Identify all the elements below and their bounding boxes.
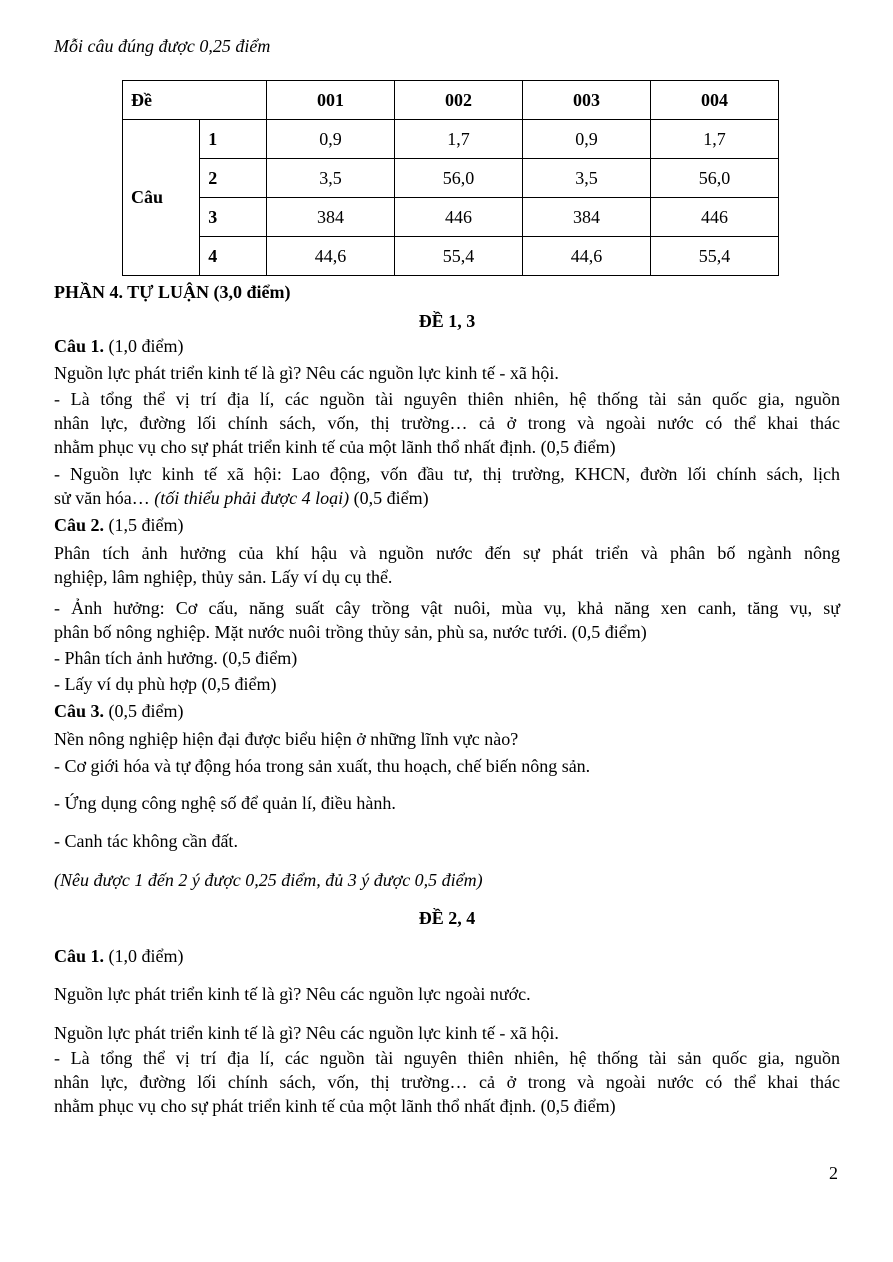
table-row bbox=[123, 198, 779, 237]
question-points: (1,5 điểm) bbox=[104, 515, 184, 535]
question-text: Nguồn lực phát triển kinh tế là gì? Nêu các nguồn lực kinh tế - xã hội. bbox=[54, 1023, 559, 1043]
question-number: 4 bbox=[200, 237, 267, 276]
question-label: Câu 2. bbox=[54, 515, 105, 535]
answer-line: - Lấy ví dụ phù hợp (0,5 điểm) bbox=[54, 674, 277, 694]
answer-note: (tối thiểu phải được 4 loại) bbox=[154, 488, 350, 508]
answer-line: nhân lực, đường lối chính sách, vốn, thị trường… cả ở trong và ngoài nước có thể khai thác bbox=[54, 1072, 840, 1092]
answer-line: phân bố nông nghiệp. Mặt nước nuôi trồng thủy sản, phù sa, nước tưới. (0,5 điểm) bbox=[54, 622, 647, 642]
question-points: (0,5 điểm) bbox=[104, 701, 184, 721]
table-cell: 44,6 bbox=[523, 237, 651, 276]
table-header-cell: 002 bbox=[395, 81, 523, 120]
table-cell: 446 bbox=[651, 198, 779, 237]
question-text: Nền nông nghiệp hiện đại được biểu hiện ở những lĩnh vực nào? bbox=[54, 729, 519, 749]
exam-heading-1-3: ĐỀ 1, 3 bbox=[418, 311, 476, 331]
question-3-title bbox=[54, 699, 840, 723]
answer-line: - Là tổng thể vị trí địa lí, các nguồn tài nguyên thiên nhiên, hệ thống tài sản quốc gia, nguồn bbox=[54, 389, 840, 409]
page-number: 2 bbox=[829, 1163, 838, 1183]
scoring-note: Mỗi câu đúng được 0,25 điểm bbox=[54, 36, 271, 56]
answer-line: - Ảnh hưởng: Cơ cấu, năng suất cây trồng vật nuôi, mùa vụ, khả năng xen canh, tăng vụ, sự bbox=[54, 598, 840, 618]
answer-line: - Là tổng thể vị trí địa lí, các nguồn tài nguyên thiên nhiên, hệ thống tài sản quốc gia, nguồn bbox=[54, 1048, 840, 1068]
answer-line: - Nguồn lực kinh tế xã hội: Lao động, vốn đầu tư, thị trường, KHCN, đườn lối chính sách, lịch bbox=[54, 464, 840, 484]
table-cell: 56,0 bbox=[395, 159, 523, 198]
question-points: (1,0 điểm) bbox=[104, 946, 184, 966]
answer-line: - Ứng dụng công nghệ số để quản lí, điều hành. bbox=[54, 793, 396, 813]
answer-line: nhân lực, đường lối chính sách, vốn, thị trường… cả ở trong và ngoài nước có thể khai thác bbox=[54, 413, 840, 433]
table-cell: 55,4 bbox=[651, 237, 779, 276]
question-text: Nguồn lực phát triển kinh tế là gì? Nêu các nguồn lực ngoài nước. bbox=[54, 984, 531, 1004]
table-header-cell: 004 bbox=[651, 81, 779, 120]
question-text: Nguồn lực phát triển kinh tế là gì? Nêu các nguồn lực kinh tế - xã hội. bbox=[54, 363, 559, 383]
answer-line: nhằm phục vụ cho sự phát triển kinh tế của một lãnh thổ nhất định. (0,5 điểm) bbox=[54, 1096, 616, 1116]
table-header-cell: Đề bbox=[123, 81, 267, 120]
question-label: Câu 1. bbox=[54, 336, 105, 356]
table-cell: 384 bbox=[267, 198, 395, 237]
scoring-note: (Nêu được 1 đến 2 ý được 0,25 điểm, đủ 3 ý được 0,5 điểm) bbox=[54, 870, 483, 890]
answer-line: nhằm phục vụ cho sự phát triển kinh tế của một lãnh thổ nhất định. (0,5 điểm) bbox=[54, 437, 616, 457]
table-header-cell: 001 bbox=[267, 81, 395, 120]
table-cell: 0,9 bbox=[267, 120, 395, 159]
table-cell: 56,0 bbox=[651, 159, 779, 198]
question-2-title bbox=[54, 513, 840, 537]
question-1-title bbox=[54, 334, 840, 358]
table-row bbox=[123, 120, 779, 159]
table-cell: 55,4 bbox=[395, 237, 523, 276]
table-row bbox=[123, 159, 779, 198]
question-text: nghiệp, lâm nghiệp, thủy sản. Lấy ví dụ cụ thể. bbox=[54, 567, 393, 587]
question-label: Câu 1. bbox=[54, 946, 105, 966]
exam-heading-2-4: ĐỀ 2, 4 bbox=[418, 908, 476, 928]
question-1-title bbox=[54, 944, 840, 968]
table-row bbox=[123, 237, 779, 276]
table-cell: 446 bbox=[395, 198, 523, 237]
question-number: 3 bbox=[200, 198, 267, 237]
answer-text: sử văn hóa… bbox=[54, 488, 155, 508]
question-number: 2 bbox=[200, 159, 267, 198]
table-cell: 1,7 bbox=[651, 120, 779, 159]
table-cell: 3,5 bbox=[267, 159, 395, 198]
table-cell: 0,9 bbox=[523, 120, 651, 159]
answer-line: - Phân tích ảnh hưởng. (0,5 điểm) bbox=[54, 648, 298, 668]
row-group-label: Câu bbox=[123, 120, 200, 276]
table-header-cell: 003 bbox=[523, 81, 651, 120]
question-number: 1 bbox=[200, 120, 267, 159]
answer-points: (0,5 điểm) bbox=[349, 488, 429, 508]
table-cell: 3,5 bbox=[523, 159, 651, 198]
table-cell: 384 bbox=[523, 198, 651, 237]
answer-key-table bbox=[122, 80, 779, 276]
question-label: Câu 3. bbox=[54, 701, 105, 721]
table-cell: 44,6 bbox=[267, 237, 395, 276]
answer-line bbox=[54, 486, 840, 510]
question-points: (1,0 điểm) bbox=[104, 336, 184, 356]
answer-line: - Cơ giới hóa và tự động hóa trong sản xuất, thu hoạch, chế biến nông sản. bbox=[54, 756, 591, 776]
table-cell: 1,7 bbox=[395, 120, 523, 159]
table-header-row bbox=[123, 81, 779, 120]
question-text: Phân tích ảnh hưởng của khí hậu và nguồn nước đến sự phát triển và phân bố ngành nông bbox=[54, 543, 840, 563]
answer-line: - Canh tác không cần đất. bbox=[54, 831, 238, 851]
section-title: PHẦN 4. TỰ LUẬN (3,0 điểm) bbox=[54, 282, 291, 302]
